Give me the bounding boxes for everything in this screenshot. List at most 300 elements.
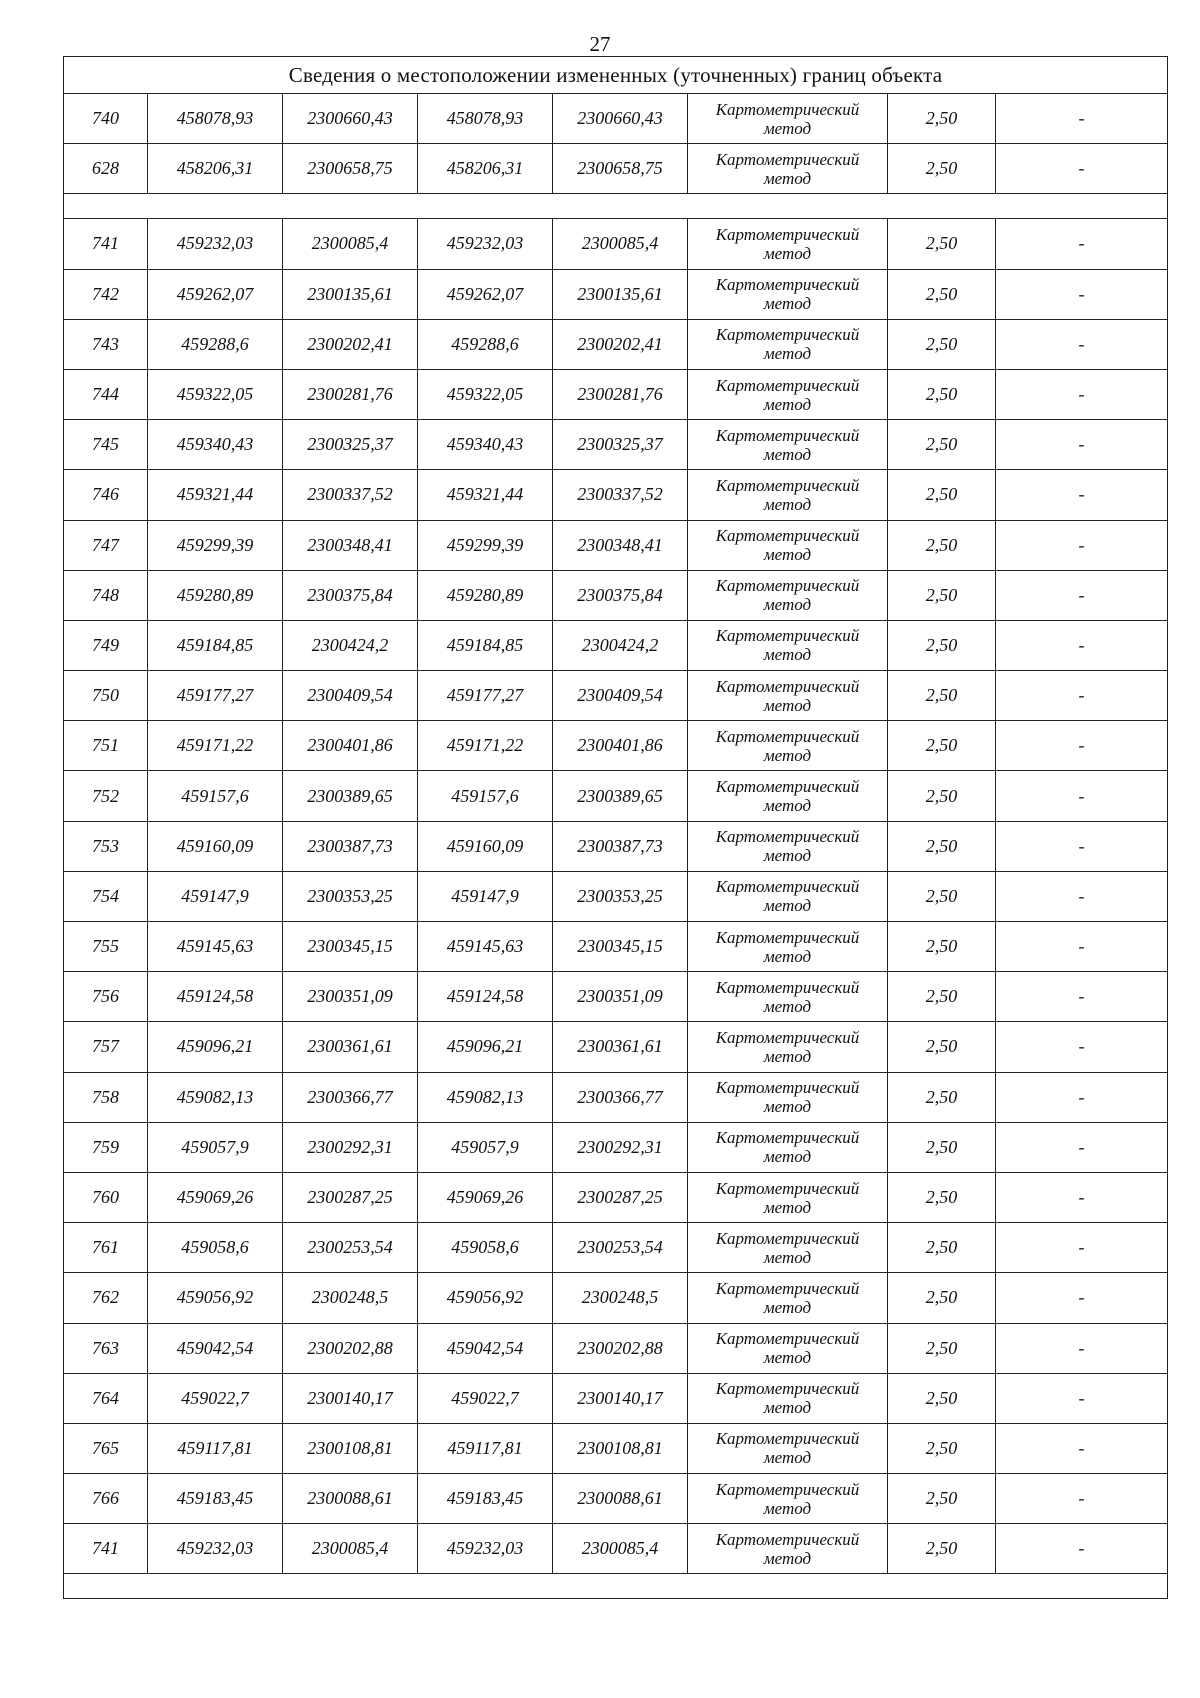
point-number-cell: 758 [64, 1072, 148, 1122]
existing-y-cell: 2300658,75 [283, 144, 418, 194]
refined-y-cell: 2300281,76 [553, 369, 688, 419]
method-cell [688, 771, 888, 821]
accuracy-cell: 2,50 [888, 1373, 996, 1423]
accuracy-cell: 2,50 [888, 1273, 996, 1323]
table-row [64, 721, 1168, 771]
existing-x-cell: 459321,44 [148, 470, 283, 520]
refined-x-cell: 458078,93 [418, 94, 553, 144]
existing-y-cell: 2300253,54 [283, 1223, 418, 1273]
table-end-row [64, 1574, 1168, 1599]
method-cell [688, 972, 888, 1022]
table-row [64, 1072, 1168, 1122]
method-cell [688, 1524, 888, 1574]
method-cell [688, 922, 888, 972]
method-cell [688, 821, 888, 871]
table-row [64, 1423, 1168, 1473]
description-cell: - [996, 369, 1168, 419]
refined-x-cell: 459069,26 [418, 1172, 553, 1222]
refined-x-cell: 459058,6 [418, 1223, 553, 1273]
table-row [64, 821, 1168, 871]
method-cell [688, 219, 888, 269]
point-number-cell: 764 [64, 1373, 148, 1423]
refined-y-cell: 2300140,17 [553, 1373, 688, 1423]
refined-x-cell: 459117,81 [418, 1423, 553, 1473]
refined-y-cell: 2300409,54 [553, 671, 688, 721]
method-label-line1: Картометрический [715, 425, 860, 445]
method-label-line2: метод [763, 1448, 812, 1468]
existing-x-cell: 459096,21 [148, 1022, 283, 1072]
table-title: Сведения о местоположении измененных (уточненных) границ объекта [64, 57, 1168, 94]
existing-y-cell: 2300337,52 [283, 470, 418, 520]
existing-y-cell: 2300366,77 [283, 1072, 418, 1122]
existing-x-cell: 459069,26 [148, 1172, 283, 1222]
refined-x-cell: 459184,85 [418, 620, 553, 670]
method-cell [688, 1474, 888, 1524]
existing-x-cell: 459184,85 [148, 620, 283, 670]
existing-y-cell: 2300088,61 [283, 1474, 418, 1524]
existing-x-cell: 458206,31 [148, 144, 283, 194]
refined-y-cell: 2300351,09 [553, 972, 688, 1022]
existing-y-cell: 2300389,65 [283, 771, 418, 821]
table-row [64, 671, 1168, 721]
table-row [64, 972, 1168, 1022]
refined-x-cell: 459160,09 [418, 821, 553, 871]
description-cell: - [996, 1022, 1168, 1072]
refined-x-cell: 459056,92 [418, 1273, 553, 1323]
table-row [64, 570, 1168, 620]
method-label-line1: Картометрический [715, 1429, 860, 1449]
method-label-line2: метод [763, 1297, 812, 1317]
method-label-line1: Картометрический [715, 375, 860, 395]
method-label-line1: Картометрический [715, 526, 860, 546]
existing-x-cell: 459288,6 [148, 319, 283, 369]
method-cell [688, 671, 888, 721]
refined-y-cell: 2300325,37 [553, 420, 688, 470]
method-cell [688, 1273, 888, 1323]
table-row [64, 620, 1168, 670]
refined-x-cell: 459232,03 [418, 219, 553, 269]
method-cell [688, 420, 888, 470]
existing-x-cell: 459147,9 [148, 871, 283, 921]
existing-y-cell: 2300353,25 [283, 871, 418, 921]
accuracy-cell: 2,50 [888, 821, 996, 871]
method-label-line2: метод [763, 595, 812, 615]
refined-y-cell: 2300389,65 [553, 771, 688, 821]
page-number: 27 [589, 32, 611, 56]
refined-x-cell: 459057,9 [418, 1122, 553, 1172]
method-label-line1: Картометрический [715, 1529, 860, 1549]
existing-x-cell: 459183,45 [148, 1474, 283, 1524]
method-label-line2: метод [763, 846, 812, 866]
description-cell: - [996, 1223, 1168, 1273]
table-row [64, 1273, 1168, 1323]
point-number-cell: 761 [64, 1223, 148, 1273]
existing-x-cell: 459022,7 [148, 1373, 283, 1423]
method-label-line2: метод [763, 118, 812, 138]
accuracy-cell: 2,50 [888, 1122, 996, 1172]
refined-y-cell: 2300401,86 [553, 721, 688, 771]
point-number-cell: 750 [64, 671, 148, 721]
description-cell: - [996, 821, 1168, 871]
description-cell: - [996, 144, 1168, 194]
method-label-line1: Картометрический [715, 149, 860, 169]
accuracy-cell: 2,50 [888, 1172, 996, 1222]
table-row [64, 1223, 1168, 1273]
method-label-line1: Картометрический [715, 726, 860, 746]
refined-x-cell: 459280,89 [418, 570, 553, 620]
table-row [64, 1524, 1168, 1574]
existing-x-cell: 459058,6 [148, 1223, 283, 1273]
method-label-line1: Картометрический [715, 224, 860, 244]
existing-y-cell: 2300387,73 [283, 821, 418, 871]
refined-x-cell: 459096,21 [418, 1022, 553, 1072]
accuracy-cell: 2,50 [888, 871, 996, 921]
description-cell: - [996, 219, 1168, 269]
method-label-line1: Картометрический [715, 1228, 860, 1248]
method-label-line2: метод [763, 1398, 812, 1418]
method-cell [688, 1172, 888, 1222]
point-number-cell: 753 [64, 821, 148, 871]
description-cell: - [996, 319, 1168, 369]
refined-y-cell: 2300202,41 [553, 319, 688, 369]
method-label-line1: Картометрический [715, 1479, 860, 1499]
accuracy-cell: 2,50 [888, 369, 996, 419]
table-row [64, 94, 1168, 144]
method-cell [688, 520, 888, 570]
refined-y-cell: 2300287,25 [553, 1172, 688, 1222]
table-header-row [64, 57, 1168, 94]
method-cell [688, 470, 888, 520]
refined-x-cell: 459124,58 [418, 972, 553, 1022]
method-cell [688, 721, 888, 771]
existing-y-cell: 2300281,76 [283, 369, 418, 419]
description-cell: - [996, 972, 1168, 1022]
refined-x-cell: 459299,39 [418, 520, 553, 570]
table-row [64, 1474, 1168, 1524]
method-label-line1: Картометрический [715, 475, 860, 495]
refined-x-cell: 459232,03 [418, 1524, 553, 1574]
existing-y-cell: 2300292,31 [283, 1122, 418, 1172]
method-label-line2: метод [763, 996, 812, 1016]
accuracy-cell: 2,50 [888, 470, 996, 520]
method-label-line1: Картометрический [715, 1128, 860, 1148]
accuracy-cell: 2,50 [888, 570, 996, 620]
method-label-line2: метод [763, 1548, 812, 1568]
existing-y-cell: 2300361,61 [283, 1022, 418, 1072]
table-row [64, 420, 1168, 470]
refined-x-cell: 459082,13 [418, 1072, 553, 1122]
method-label-line1: Картометрический [715, 325, 860, 345]
accuracy-cell: 2,50 [888, 94, 996, 144]
method-cell [688, 144, 888, 194]
method-label-line1: Картометрический [715, 827, 860, 847]
existing-x-cell: 459042,54 [148, 1323, 283, 1373]
existing-x-cell: 459160,09 [148, 821, 283, 871]
refined-y-cell: 2300424,2 [553, 620, 688, 670]
existing-y-cell: 2300287,25 [283, 1172, 418, 1222]
method-label-line2: метод [763, 494, 812, 514]
method-cell [688, 369, 888, 419]
method-cell [688, 269, 888, 319]
description-cell: - [996, 1072, 1168, 1122]
method-cell [688, 620, 888, 670]
table-row [64, 219, 1168, 269]
point-number-cell: 751 [64, 721, 148, 771]
existing-x-cell: 459280,89 [148, 570, 283, 620]
point-number-cell: 744 [64, 369, 148, 419]
accuracy-cell: 2,50 [888, 671, 996, 721]
refined-x-cell: 459177,27 [418, 671, 553, 721]
point-number-cell: 628 [64, 144, 148, 194]
table-row [64, 1373, 1168, 1423]
description-cell: - [996, 1373, 1168, 1423]
refined-y-cell: 2300088,61 [553, 1474, 688, 1524]
point-number-cell: 747 [64, 520, 148, 570]
existing-x-cell: 459082,13 [148, 1072, 283, 1122]
method-cell [688, 1373, 888, 1423]
table-row [64, 144, 1168, 194]
accuracy-cell: 2,50 [888, 972, 996, 1022]
point-number-cell: 754 [64, 871, 148, 921]
method-label-line1: Картометрический [715, 676, 860, 696]
point-number-cell: 743 [64, 319, 148, 369]
refined-y-cell: 2300387,73 [553, 821, 688, 871]
refined-x-cell: 458206,31 [418, 144, 553, 194]
method-label-line1: Картометрический [715, 99, 860, 119]
existing-y-cell: 2300660,43 [283, 94, 418, 144]
accuracy-cell: 2,50 [888, 520, 996, 570]
table-row [64, 1323, 1168, 1373]
point-number-cell: 746 [64, 470, 148, 520]
existing-x-cell: 459145,63 [148, 922, 283, 972]
method-label-line2: метод [763, 1348, 812, 1368]
accuracy-cell: 2,50 [888, 1524, 996, 1574]
accuracy-cell: 2,50 [888, 1323, 996, 1373]
method-cell [688, 1223, 888, 1273]
existing-y-cell: 2300351,09 [283, 972, 418, 1022]
point-number-cell: 756 [64, 972, 148, 1022]
description-cell: - [996, 922, 1168, 972]
existing-y-cell: 2300248,5 [283, 1273, 418, 1323]
method-cell [688, 1122, 888, 1172]
point-number-cell: 752 [64, 771, 148, 821]
accuracy-cell: 2,50 [888, 1072, 996, 1122]
method-label-line2: метод [763, 545, 812, 565]
table-row [64, 771, 1168, 821]
refined-y-cell: 2300135,61 [553, 269, 688, 319]
description-cell: - [996, 1122, 1168, 1172]
point-number-cell: 755 [64, 922, 148, 972]
method-label-line2: метод [763, 243, 812, 263]
description-cell: - [996, 470, 1168, 520]
existing-x-cell: 459322,05 [148, 369, 283, 419]
method-label-line1: Картометрический [715, 777, 860, 797]
group-separator-row [64, 194, 1168, 219]
description-cell: - [996, 721, 1168, 771]
accuracy-cell: 2,50 [888, 219, 996, 269]
method-label-line1: Картометрический [715, 877, 860, 897]
description-cell: - [996, 1172, 1168, 1222]
existing-x-cell: 459299,39 [148, 520, 283, 570]
refined-y-cell: 2300660,43 [553, 94, 688, 144]
description-cell: - [996, 671, 1168, 721]
method-label-line1: Картометрический [715, 1178, 860, 1198]
refined-y-cell: 2300337,52 [553, 470, 688, 520]
method-label-line1: Картометрический [715, 626, 860, 646]
method-label-line1: Картометрический [715, 1379, 860, 1399]
description-cell: - [996, 520, 1168, 570]
refined-y-cell: 2300253,54 [553, 1223, 688, 1273]
refined-x-cell: 459321,44 [418, 470, 553, 520]
description-cell: - [996, 1524, 1168, 1574]
refined-x-cell: 459171,22 [418, 721, 553, 771]
accuracy-cell: 2,50 [888, 269, 996, 319]
method-label-line2: метод [763, 168, 812, 188]
point-number-cell: 759 [64, 1122, 148, 1172]
point-number-cell: 741 [64, 1524, 148, 1574]
refined-y-cell: 2300353,25 [553, 871, 688, 921]
accuracy-cell: 2,50 [888, 1474, 996, 1524]
description-cell: - [996, 94, 1168, 144]
refined-y-cell: 2300658,75 [553, 144, 688, 194]
method-cell [688, 871, 888, 921]
existing-y-cell: 2300401,86 [283, 721, 418, 771]
description-cell: - [996, 1423, 1168, 1473]
point-number-cell: 742 [64, 269, 148, 319]
existing-x-cell: 459157,6 [148, 771, 283, 821]
accuracy-cell: 2,50 [888, 721, 996, 771]
method-label-line2: метод [763, 1197, 812, 1217]
existing-y-cell: 2300375,84 [283, 570, 418, 620]
refined-x-cell: 459183,45 [418, 1474, 553, 1524]
existing-x-cell: 459057,9 [148, 1122, 283, 1172]
existing-x-cell: 459117,81 [148, 1423, 283, 1473]
description-cell: - [996, 1273, 1168, 1323]
point-number-cell: 740 [64, 94, 148, 144]
existing-x-cell: 459177,27 [148, 671, 283, 721]
refined-y-cell: 2300361,61 [553, 1022, 688, 1072]
accuracy-cell: 2,50 [888, 922, 996, 972]
existing-y-cell: 2300085,4 [283, 219, 418, 269]
existing-x-cell: 458078,93 [148, 94, 283, 144]
method-cell [688, 1022, 888, 1072]
method-cell [688, 1072, 888, 1122]
method-label-line1: Картометрический [715, 1278, 860, 1298]
method-cell [688, 570, 888, 620]
refined-y-cell: 2300348,41 [553, 520, 688, 570]
existing-x-cell: 459340,43 [148, 420, 283, 470]
refined-y-cell: 2300292,31 [553, 1122, 688, 1172]
method-label-line2: метод [763, 1498, 812, 1518]
existing-y-cell: 2300108,81 [283, 1423, 418, 1473]
table-row [64, 1172, 1168, 1222]
existing-x-cell: 459232,03 [148, 1524, 283, 1574]
refined-x-cell: 459322,05 [418, 369, 553, 419]
method-label-line2: метод [763, 946, 812, 966]
accuracy-cell: 2,50 [888, 1423, 996, 1473]
description-cell: - [996, 871, 1168, 921]
existing-x-cell: 459171,22 [148, 721, 283, 771]
point-number-cell: 766 [64, 1474, 148, 1524]
description-cell: - [996, 420, 1168, 470]
point-number-cell: 765 [64, 1423, 148, 1473]
existing-y-cell: 2300135,61 [283, 269, 418, 319]
method-label-line1: Картометрический [715, 977, 860, 997]
existing-x-cell: 459124,58 [148, 972, 283, 1022]
method-label-line1: Картометрический [715, 927, 860, 947]
point-number-cell: 762 [64, 1273, 148, 1323]
method-label-line1: Картометрический [715, 1078, 860, 1098]
method-label-line2: метод [763, 695, 812, 715]
table-row [64, 922, 1168, 972]
existing-y-cell: 2300348,41 [283, 520, 418, 570]
table-row [64, 871, 1168, 921]
table-row [64, 319, 1168, 369]
description-cell: - [996, 620, 1168, 670]
method-label-line2: метод [763, 1147, 812, 1167]
accuracy-cell: 2,50 [888, 1223, 996, 1273]
refined-x-cell: 459022,7 [418, 1373, 553, 1423]
refined-x-cell: 459262,07 [418, 269, 553, 319]
method-label-line2: метод [763, 796, 812, 816]
point-number-cell: 749 [64, 620, 148, 670]
method-cell [688, 94, 888, 144]
refined-x-cell: 459147,9 [418, 871, 553, 921]
existing-y-cell: 2300202,41 [283, 319, 418, 369]
table-end-cell [64, 1574, 1168, 1599]
description-cell: - [996, 570, 1168, 620]
accuracy-cell: 2,50 [888, 771, 996, 821]
method-label-line2: метод [763, 344, 812, 364]
point-number-cell: 748 [64, 570, 148, 620]
existing-y-cell: 2300202,88 [283, 1323, 418, 1373]
refined-y-cell: 2300108,81 [553, 1423, 688, 1473]
method-label-line2: метод [763, 745, 812, 765]
existing-y-cell: 2300325,37 [283, 420, 418, 470]
description-cell: - [996, 269, 1168, 319]
point-number-cell: 741 [64, 219, 148, 269]
refined-y-cell: 2300345,15 [553, 922, 688, 972]
accuracy-cell: 2,50 [888, 319, 996, 369]
refined-x-cell: 459042,54 [418, 1323, 553, 1373]
refined-y-cell: 2300085,4 [553, 1524, 688, 1574]
accuracy-cell: 2,50 [888, 1022, 996, 1072]
method-label-line2: метод [763, 645, 812, 665]
method-cell [688, 1323, 888, 1373]
description-cell: - [996, 771, 1168, 821]
method-label-line1: Картометрический [715, 1027, 860, 1047]
method-label-line2: метод [763, 1247, 812, 1267]
table-row [64, 369, 1168, 419]
boundary-coordinates-table [63, 56, 1168, 1599]
refined-y-cell: 2300085,4 [553, 219, 688, 269]
method-label-line2: метод [763, 394, 812, 414]
point-number-cell: 757 [64, 1022, 148, 1072]
point-number-cell: 745 [64, 420, 148, 470]
table-row [64, 520, 1168, 570]
refined-x-cell: 459288,6 [418, 319, 553, 369]
method-label-line2: метод [763, 1046, 812, 1066]
method-cell [688, 319, 888, 369]
refined-x-cell: 459157,6 [418, 771, 553, 821]
existing-y-cell: 2300424,2 [283, 620, 418, 670]
accuracy-cell: 2,50 [888, 420, 996, 470]
table-body [64, 57, 1168, 1599]
refined-y-cell: 2300375,84 [553, 570, 688, 620]
method-label-line1: Картометрический [715, 576, 860, 596]
refined-y-cell: 2300366,77 [553, 1072, 688, 1122]
group-separator-cell [64, 194, 1168, 219]
